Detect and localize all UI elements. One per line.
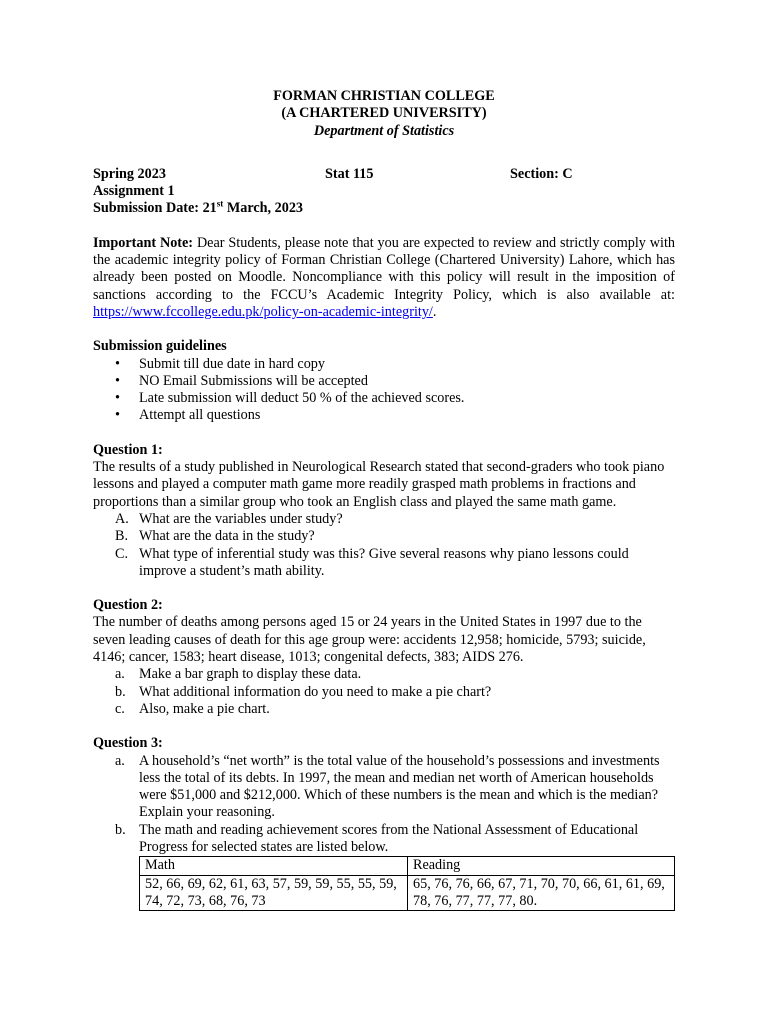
- college-name: FORMAN CHRISTIAN COLLEGE: [273, 88, 495, 104]
- list-item: A. What are the variables under study?: [115, 510, 343, 527]
- term: Spring 2023: [93, 165, 166, 182]
- list-item: a. Make a bar graph to display these data.: [115, 666, 362, 683]
- question-1-text: The results of a study published in Neurological Research stated that second-graders who took piano lessons and played a computer math game more readily grasped math problems in fractions and proportions than a similar group who took an English class and played the same math game.: [93, 459, 665, 510]
- table-header-row: [140, 857, 675, 875]
- question-3-parts: [93, 753, 675, 857]
- list-item: a. A household’s “net worth” is the total value of the household’s possessions and investments less the total of its debts. In 1997, the mean and median net worth of American households were $51,000 and $212,000. Which of these numbers is the mean and which is the median? Explain your reasoning.: [115, 752, 660, 821]
- math-scores: 52, 66, 69, 62, 61, 63, 57, 59, 59, 55, 55, 59, 74, 72, 73, 68, 76, 73: [140, 875, 408, 911]
- submission-date: Submission Date: 21st March, 2023: [93, 198, 304, 217]
- document-body: [93, 88, 675, 911]
- course-meta-row: [93, 166, 675, 183]
- list-item: • Submit till due date in hard copy: [93, 356, 675, 373]
- list-item: B. What are the data in the study?: [115, 528, 315, 545]
- table-row: [140, 875, 675, 911]
- list-item: c. Also, make a pie chart.: [115, 700, 270, 717]
- course-code: Stat 115: [325, 165, 374, 182]
- question-2-title: Question 2:: [93, 597, 163, 614]
- policy-link[interactable]: https://www.fccollege.edu.pk/policy-on-academic-integrity/: [93, 303, 433, 320]
- question-1-title: Question 1:: [93, 441, 163, 458]
- list-item: b. The math and reading achievement scores from the National Assessment of Educational Progress for selected states are listed below.: [115, 821, 639, 855]
- scores-table: [139, 856, 675, 911]
- important-note-label: Important Note:: [93, 234, 194, 251]
- question-3-title: Question 3:: [93, 735, 163, 752]
- list-item: • Late submission will deduct 50 % of the achieved scores.: [93, 390, 675, 407]
- list-item: C. What type of inferential study was this? Give several reasons why piano lessons could improve a student’s math ability.: [115, 545, 629, 579]
- question-2-text: The number of deaths among persons aged 15 or 24 years in the United States in 1997 due to the seven leading causes of death for this age group were: accidents 12,958; homicide, 5793; suicide, 4146; cancer, 1583; heart disease, 1013; congenital defects, 383; AIDS 276.: [93, 614, 646, 666]
- university-subtitle: (A CHARTERED UNIVERSITY): [281, 105, 487, 122]
- reading-scores: 65, 76, 76, 66, 67, 71, 70, 70, 66, 61, 61, 69, 78, 76, 77, 77, 77, 80.: [408, 875, 675, 911]
- guidelines-title: Submission guidelines: [93, 338, 227, 355]
- list-item: • NO Email Submissions will be accepted: [93, 373, 675, 390]
- table-header-reading: Reading: [408, 857, 675, 875]
- list-item: • Attempt all questions: [93, 407, 675, 424]
- question-2-parts: [93, 666, 675, 718]
- department-name: Department of Statistics: [313, 122, 455, 139]
- section: Section: C: [510, 165, 573, 182]
- important-note: Important Note: Dear Students, please note that you are expected to review and strictly comply with the academic integrity policy of Forman Christian College (Chartered University) Lahore, which has already been posted on Moodle. Noncompliance with this policy will result in the imposition of sanctions according to the FCCU’s Academic Integrity Policy, which is also available at: https://www.fccollege.edu.pk/policy-on-academic-integrity/.: [93, 234, 676, 320]
- question-1-parts: [93, 511, 675, 580]
- guidelines-list: [93, 356, 675, 425]
- table-header-math: Math: [140, 857, 408, 875]
- list-item: b. What additional information do you need to make a pie chart?: [115, 683, 492, 700]
- assignment-number: Assignment 1: [93, 183, 175, 200]
